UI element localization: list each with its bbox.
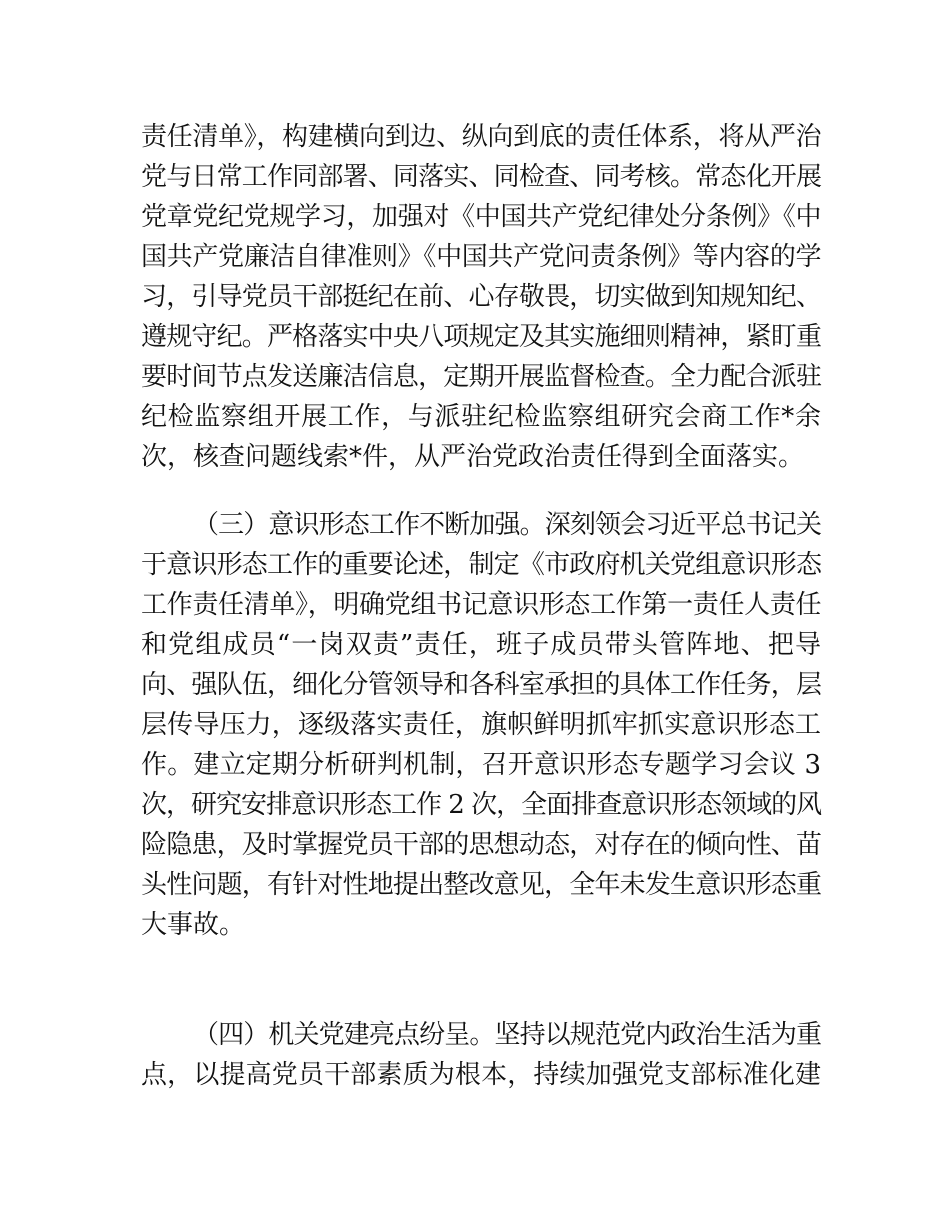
text-line: 和党组成员“一岗双责”责任，班子成员带头管阵地、把导	[141, 630, 821, 660]
text-line: 遵规守纪。严格落实中央八项规定及其实施细则精神，紧盯重	[141, 322, 821, 352]
text-line: 党与日常工作同部署、同落实、同检查、同考核。常态化开展	[141, 162, 821, 192]
text-line: 头性问题，有针对性地提出整改意见，全年未发生意识形态重	[141, 870, 821, 900]
text-line: 层传导压力，逐级落实责任，旗帜鲜明抓牢抓实意识形态工	[141, 710, 821, 740]
text-line: 次，研究安排意识形态工作 2 次，全面排查意识形态领域的风	[141, 790, 822, 820]
text-line: 险隐患，及时掌握党员干部的思想动态，对存在的倾向性、苗	[141, 830, 821, 860]
text-line: 要时间节点发送廉洁信息，定期开展监督检查。全力配合派驻	[141, 362, 821, 392]
text-line: （三）意识形态工作不断加强。深刻领会习近平总书记关	[193, 510, 821, 540]
paragraph-party-discipline	[141, 117, 821, 477]
text-line: 大事故。	[141, 910, 246, 940]
text-line: 于意识形态工作的重要论述，制定《市政府机关党组意识形态	[141, 550, 821, 580]
paragraph-party-building	[141, 1015, 821, 1095]
text-line: 习，引导党员干部挺纪在前、心存敬畏，切实做到知规知纪、	[141, 282, 821, 312]
text-line: 纪检监察组开展工作，与派驻纪检监察组研究会商工作*余	[141, 402, 821, 432]
text-line: 国共产党廉洁自律准则》《中国共产党问责条例》等内容的学	[141, 242, 821, 272]
text-line: 党章党纪党规学习，加强对《中国共产党纪律处分条例》《中	[141, 202, 821, 232]
text-line: 作。建立定期分析研判机制，召开意识形态专题学习会议 3	[141, 750, 821, 780]
text-line: 次，核查问题线索*件，从严治党政治责任得到全面落实。	[141, 442, 805, 472]
text-line: 工作责任清单》，明确党组书记意识形态工作第一责任人责任	[141, 590, 821, 620]
text-line: 点，以提高党员干部素质为根本，持续加强党支部标准化建	[141, 1060, 821, 1090]
text-line: 向、强队伍，细化分管领导和各科室承担的具体工作任务，层	[141, 670, 821, 700]
text-line: （四）机关党建亮点纷呈。坚持以规范党内政治生活为重	[193, 1020, 821, 1050]
text-line: 责任清单》，构建横向到边、纵向到底的责任体系，将从严治	[141, 122, 821, 152]
paragraph-ideology-work	[141, 505, 821, 945]
